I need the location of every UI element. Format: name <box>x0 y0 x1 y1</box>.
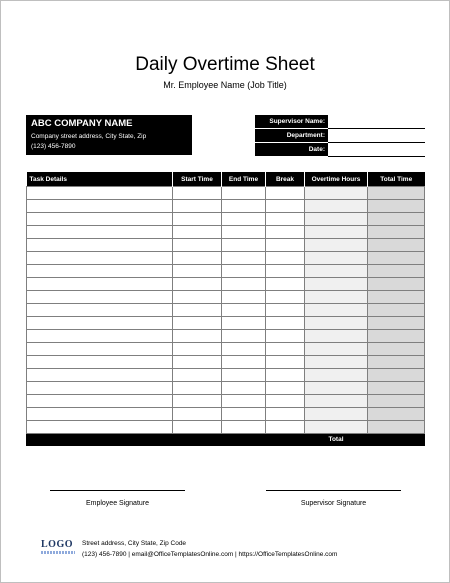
break-cell[interactable] <box>266 239 305 252</box>
break-cell[interactable] <box>266 278 305 291</box>
table-row <box>27 278 425 291</box>
overtime-hours-cell[interactable] <box>305 239 368 252</box>
company-phone: (123) 456-7890 <box>31 143 76 150</box>
end-time-cell[interactable] <box>222 291 266 304</box>
overtime-hours-cell[interactable] <box>305 330 368 343</box>
start-time-cell[interactable] <box>173 343 222 356</box>
end-time-cell[interactable] <box>222 239 266 252</box>
task-details-cell[interactable] <box>27 330 173 343</box>
table-row <box>27 421 425 434</box>
supervisor-signature-line[interactable] <box>266 490 401 491</box>
total-time-cell[interactable] <box>368 317 425 330</box>
overtime-table <box>26 172 425 446</box>
page-title: Daily Overtime Sheet <box>135 54 315 75</box>
break-cell[interactable] <box>266 304 305 317</box>
start-time-cell[interactable] <box>173 200 222 213</box>
total-row-spacer <box>266 434 305 446</box>
total-time-cell[interactable] <box>368 356 425 369</box>
overtime-hours-cell[interactable] <box>305 252 368 265</box>
task-details-cell[interactable] <box>27 265 173 278</box>
supervisor-signature-label: Supervisor Signature <box>300 500 367 507</box>
date-field[interactable] <box>328 143 425 157</box>
end-time-cell[interactable] <box>222 330 266 343</box>
task-details-cell[interactable] <box>27 408 173 421</box>
break-cell[interactable] <box>266 213 305 226</box>
employee-signature-line[interactable] <box>50 490 185 491</box>
task-details-cell[interactable] <box>27 291 173 304</box>
overtime-hours-cell[interactable] <box>305 421 368 434</box>
break-cell[interactable] <box>266 330 305 343</box>
task-details-cell[interactable] <box>27 304 173 317</box>
end-time-cell[interactable] <box>222 408 266 421</box>
break-cell[interactable] <box>266 265 305 278</box>
break-cell[interactable] <box>266 408 305 421</box>
start-time-cell[interactable] <box>173 213 222 226</box>
date-label: Date: <box>255 143 328 157</box>
overtime-hours-cell[interactable] <box>305 343 368 356</box>
column-header-task-details: Task Details <box>27 172 173 187</box>
overtime-hours-cell[interactable] <box>305 213 368 226</box>
overtime-hours-cell[interactable] <box>305 200 368 213</box>
overtime-hours-cell[interactable] <box>305 291 368 304</box>
column-header-start-time: Start Time <box>173 172 222 187</box>
end-time-cell[interactable] <box>222 304 266 317</box>
overtime-hours-cell[interactable] <box>305 395 368 408</box>
footer-contact <box>82 538 337 560</box>
table-row <box>27 330 425 343</box>
company-address: Company street address, City State, Zip <box>31 133 147 140</box>
start-time-cell[interactable] <box>173 291 222 304</box>
column-header-total-time: Total Time <box>368 172 425 187</box>
total-time-cell[interactable] <box>368 304 425 317</box>
task-details-cell[interactable] <box>27 239 173 252</box>
table-row <box>27 200 425 213</box>
overtime-hours-cell[interactable] <box>305 408 368 421</box>
total-time-cell[interactable] <box>368 330 425 343</box>
total-time-cell[interactable] <box>368 239 425 252</box>
table-row <box>27 252 425 265</box>
table-row <box>27 304 425 317</box>
total-time-cell[interactable] <box>368 265 425 278</box>
department-field[interactable] <box>328 129 425 143</box>
overtime-hours-cell[interactable] <box>305 317 368 330</box>
total-label: Total <box>305 434 368 446</box>
footer-contact-line: (123) 456-7890 | email@OfficeTemplatesOnline.com | https://OfficeTemplatesOnline.com <box>82 551 338 558</box>
break-cell[interactable] <box>266 252 305 265</box>
employee-signature-label: Employee Signature <box>85 500 150 507</box>
end-time-cell[interactable] <box>222 187 266 200</box>
start-time-cell[interactable] <box>173 265 222 278</box>
start-time-cell[interactable] <box>173 252 222 265</box>
overtime-hours-cell[interactable] <box>305 356 368 369</box>
table-row <box>27 369 425 382</box>
total-time-cell[interactable] <box>368 291 425 304</box>
info-table <box>255 115 425 157</box>
column-header-overtime-hours: Overtime Hours <box>305 172 368 187</box>
task-details-cell[interactable] <box>27 395 173 408</box>
break-cell[interactable] <box>266 317 305 330</box>
end-time-cell[interactable] <box>222 369 266 382</box>
department-label: Department: <box>255 129 328 143</box>
table-row <box>27 408 425 421</box>
footer-address: Street address, City State, Zip Code <box>82 540 187 547</box>
table-row <box>27 356 425 369</box>
end-time-cell[interactable] <box>222 252 266 265</box>
table-row <box>27 239 425 252</box>
company-info-box <box>26 115 192 155</box>
task-details-cell[interactable] <box>27 343 173 356</box>
table-row <box>27 187 425 200</box>
start-time-cell[interactable] <box>173 304 222 317</box>
end-time-cell[interactable] <box>222 278 266 291</box>
start-time-cell[interactable] <box>173 239 222 252</box>
break-cell[interactable] <box>266 200 305 213</box>
break-cell[interactable] <box>266 369 305 382</box>
total-value-cell[interactable] <box>368 434 425 446</box>
company-name: ABC COMPANY NAME <box>31 118 133 129</box>
end-time-cell[interactable] <box>222 421 266 434</box>
task-details-cell[interactable] <box>27 317 173 330</box>
task-details-cell[interactable] <box>27 213 173 226</box>
total-row-spacer <box>27 434 173 446</box>
task-details-cell[interactable] <box>27 226 173 239</box>
total-time-cell[interactable] <box>368 395 425 408</box>
start-time-cell[interactable] <box>173 408 222 421</box>
overtime-hours-cell[interactable] <box>305 187 368 200</box>
overtime-hours-cell[interactable] <box>305 382 368 395</box>
total-time-cell[interactable] <box>368 343 425 356</box>
total-time-cell[interactable] <box>368 382 425 395</box>
total-row-spacer <box>173 434 222 446</box>
supervisor-name-label: Supervisor Name: <box>255 115 328 129</box>
start-time-cell[interactable] <box>173 382 222 395</box>
company-logo: LOGO <box>41 539 74 550</box>
task-details-cell[interactable] <box>27 421 173 434</box>
logo-tagline-graphic <box>41 551 75 554</box>
start-time-cell[interactable] <box>173 226 222 239</box>
start-time-cell[interactable] <box>173 330 222 343</box>
column-header-end-time: End Time <box>222 172 266 187</box>
break-cell[interactable] <box>266 356 305 369</box>
start-time-cell[interactable] <box>173 395 222 408</box>
end-time-cell[interactable] <box>222 356 266 369</box>
end-time-cell[interactable] <box>222 200 266 213</box>
table-row <box>27 317 425 330</box>
break-cell[interactable] <box>266 187 305 200</box>
task-details-cell[interactable] <box>27 200 173 213</box>
task-details-cell[interactable] <box>27 369 173 382</box>
table-row <box>27 343 425 356</box>
end-time-cell[interactable] <box>222 213 266 226</box>
total-time-cell[interactable] <box>368 187 425 200</box>
task-details-cell[interactable] <box>27 356 173 369</box>
end-time-cell[interactable] <box>222 317 266 330</box>
total-time-cell[interactable] <box>368 421 425 434</box>
total-time-cell[interactable] <box>368 278 425 291</box>
total-time-cell[interactable] <box>368 252 425 265</box>
task-details-cell[interactable] <box>27 278 173 291</box>
end-time-cell[interactable] <box>222 382 266 395</box>
employee-name-subtitle: Mr. Employee Name (Job Title) <box>163 80 287 90</box>
table-row <box>27 265 425 278</box>
total-time-cell[interactable] <box>368 226 425 239</box>
table-row <box>27 226 425 239</box>
break-cell[interactable] <box>266 291 305 304</box>
table-header-row <box>27 172 425 187</box>
total-row <box>27 434 425 446</box>
break-cell[interactable] <box>266 421 305 434</box>
overtime-hours-cell[interactable] <box>305 304 368 317</box>
task-details-cell[interactable] <box>27 187 173 200</box>
end-time-cell[interactable] <box>222 226 266 239</box>
break-cell[interactable] <box>266 343 305 356</box>
start-time-cell[interactable] <box>173 369 222 382</box>
start-time-cell[interactable] <box>173 421 222 434</box>
overtime-hours-cell[interactable] <box>305 369 368 382</box>
overtime-hours-cell[interactable] <box>305 226 368 239</box>
start-time-cell[interactable] <box>173 187 222 200</box>
table-row <box>27 213 425 226</box>
task-details-cell[interactable] <box>27 252 173 265</box>
end-time-cell[interactable] <box>222 265 266 278</box>
overtime-hours-cell[interactable] <box>305 265 368 278</box>
overtime-hours-cell[interactable] <box>305 278 368 291</box>
start-time-cell[interactable] <box>173 278 222 291</box>
table-row <box>27 382 425 395</box>
start-time-cell[interactable] <box>173 317 222 330</box>
end-time-cell[interactable] <box>222 343 266 356</box>
total-time-cell[interactable] <box>368 200 425 213</box>
break-cell[interactable] <box>266 382 305 395</box>
total-time-cell[interactable] <box>368 369 425 382</box>
table-row <box>27 395 425 408</box>
break-cell[interactable] <box>266 226 305 239</box>
start-time-cell[interactable] <box>173 356 222 369</box>
total-time-cell[interactable] <box>368 213 425 226</box>
end-time-cell[interactable] <box>222 395 266 408</box>
table-row <box>27 291 425 304</box>
column-header-break: Break <box>266 172 305 187</box>
break-cell[interactable] <box>266 395 305 408</box>
total-row-spacer <box>222 434 266 446</box>
supervisor-name-field[interactable] <box>328 115 425 129</box>
total-time-cell[interactable] <box>368 408 425 421</box>
task-details-cell[interactable] <box>27 382 173 395</box>
